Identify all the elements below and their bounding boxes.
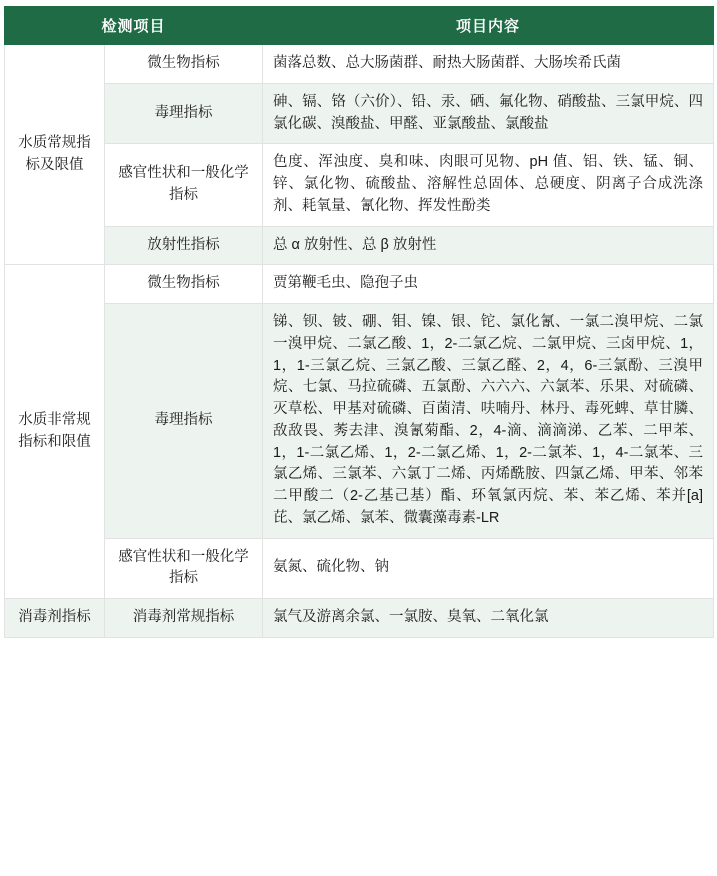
- content-text: 氯气及游离余氯、一氯胺、臭氧、二氧化氯: [273, 609, 549, 625]
- table-row: [5, 45, 714, 84]
- table-row: [5, 144, 714, 226]
- content-cell: [263, 304, 714, 539]
- category-cell: 水质常规指标及限值: [5, 45, 105, 265]
- content-text: 砷、镉、铬（六价）、铅、汞、硒、氟化物、硝酸盐、三氯甲烷、四氯化碳、溴酸盐、甲醛、亚氯酸盐、氯酸盐: [273, 93, 704, 132]
- water-quality-table: [4, 6, 714, 638]
- header-row: [5, 7, 714, 45]
- header-item-column: 检测项目: [5, 7, 263, 45]
- subcategory-cell: 感官性状和一般化学指标: [105, 538, 263, 599]
- subcategory-cell: 感官性状和一般化学指标: [105, 144, 263, 226]
- subcategory-cell: 消毒剂常规指标: [105, 599, 263, 638]
- subcategory-cell: 放射性指标: [105, 226, 263, 265]
- content-cell: [263, 226, 714, 265]
- content-text: 色度、浑浊度、臭和味、肉眼可见物、pH 值、铝、铁、锰、铜、锌、氯化物、硫酸盐、溶解性总固体、总硬度、阴离子合成洗涤剂、耗氧量、氰化物、挥发性酚类: [273, 154, 704, 214]
- subcategory-cell: 微生物指标: [105, 45, 263, 84]
- header-content-column: 项目内容: [263, 7, 714, 45]
- content-text: 贾第鞭毛虫、隐孢子虫: [273, 275, 419, 292]
- content-cell: [263, 538, 714, 599]
- category-cell: 水质非常规指标和限值: [5, 265, 105, 599]
- content-text: 锑、钡、铍、硼、钼、镍、银、铊、氯化氰、一氯二溴甲烷、二氯一溴甲烷、二氯乙酸、1，2-二氯乙烷、二氯甲烷、三卤甲烷、1，1，1-三氯乙烷、三氯乙酸、三氯乙醛、2，4，6-三氯酚、三溴甲烷、七氯、马拉硫磷、五氯酚、六六六、六氯苯、乐果、对硫磷、灭草松、甲基对硫磷、百菌清、呋喃丹、林丹、毒死蜱、草甘膦、敌敌畏、莠去津、溴氰菊酯、2，4-滴、滴滴涕、乙苯、二甲苯、1，1-二氯乙烯、1，2-二氯乙烯、1，2-二氯苯、1，4-二氯苯、三氯乙烯、三氯苯、六氯丁二烯、丙烯酰胺、四氯乙烯、甲苯、邻苯二甲酸二（2-乙基己基）酯、环氧氯丙烷、苯、苯乙烯、苯并[a]芘、氯乙烯、氯苯、微囊藻毒素-LR: [273, 314, 704, 526]
- subcategory-cell: 毒理指标: [105, 83, 263, 144]
- table-row: [5, 599, 714, 638]
- content-text: 菌落总数、总大肠菌群、耐热大肠菌群、大肠埃希氏菌: [273, 55, 622, 71]
- content-cell: [263, 144, 714, 226]
- table-row: [5, 538, 714, 599]
- table-body: [5, 45, 714, 638]
- content-cell: [263, 83, 714, 144]
- subcategory-cell: 毒理指标: [105, 304, 263, 539]
- table-row: [5, 226, 714, 265]
- table-header: [5, 7, 714, 45]
- subcategory-cell: 微生物指标: [105, 265, 263, 304]
- content-cell: [263, 599, 714, 638]
- table-row: [5, 83, 714, 144]
- table-row: [5, 304, 714, 539]
- table-row: [5, 265, 714, 304]
- content-cell: [263, 265, 714, 304]
- content-text: 总 α 放射性、总 β 放射性: [273, 236, 437, 253]
- category-cell: 消毒剂指标: [5, 599, 105, 638]
- content-cell: [263, 45, 714, 84]
- content-text: 氨氮、硫化物、钠: [273, 559, 390, 576]
